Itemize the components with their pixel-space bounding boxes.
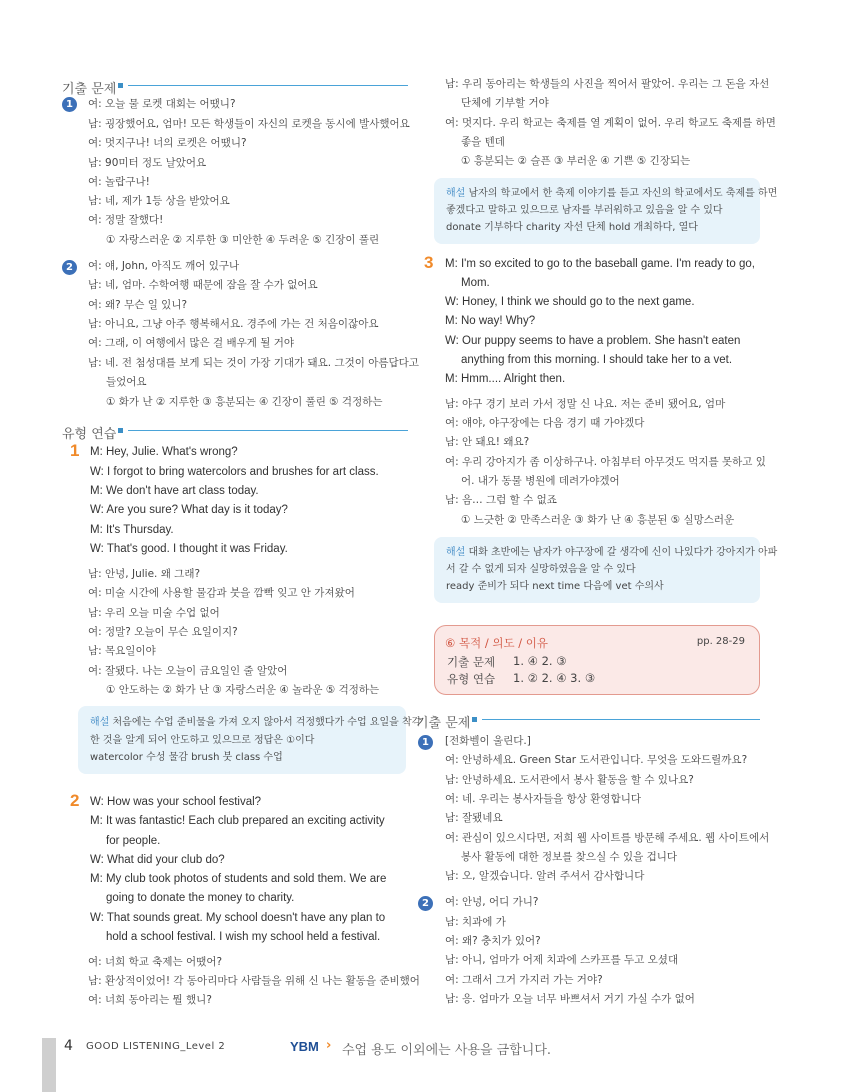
section-title: 유형 연습: [62, 427, 117, 442]
english-line: Mom.: [461, 277, 490, 289]
dialogue-line: 남: 환상적이었어! 각 동아리마다 사람들을 위해 신 나는 활동을 준비했어: [88, 975, 420, 987]
dialogue-line: 어. 내가 동물 병원에 데려가야겠어: [461, 475, 620, 487]
section-title: 기출 문제: [416, 716, 471, 731]
dialogue-line: 여: 잘됐다. 나는 오늘이 금요일인 줄 알았어: [88, 665, 288, 677]
english-line: W: Honey, I think we should go to the next game.: [445, 296, 695, 308]
english-line: W: That's good. I thought it was Friday.: [90, 543, 288, 555]
dialogue-line: 남: 응. 엄마가 오늘 너무 바쁘셔서 거기 가실 수가 없어: [445, 993, 695, 1005]
vocabulary: watercolor 수성 물감 brush 붓 class 수업: [90, 752, 283, 763]
dialogue-line: 좋을 텐데: [461, 136, 505, 148]
dialogue-line: [전화벨이 울린다.]: [445, 735, 531, 747]
dialogue-line: 여: 얘, John, 아직도 깨어 있구나: [88, 260, 240, 272]
dialogue-line: 여: 정말 잘했다!: [88, 214, 164, 226]
english-line: M: We don't have art class today.: [90, 485, 259, 497]
english-line: W: What did your club do?: [90, 854, 225, 866]
summary-heading: ⑥ 목적 / 의도 / 이유: [445, 636, 548, 650]
english-line: M: It's Thursday.: [90, 524, 174, 536]
english-line: M: Hey, Julie. What's wrong?: [90, 446, 238, 458]
answer-choices: ① 자랑스러운 ② 지루한 ③ 미안한 ④ 두려운 ⑤ 긴장이 풀린: [106, 234, 380, 246]
english-line: M: Hmm.... Alright then.: [445, 373, 566, 385]
section-dot-icon: [118, 428, 123, 433]
explanation-tag: 해설: [446, 547, 466, 558]
summary-label: 기출 문제: [447, 655, 496, 669]
english-line: W: I forgot to bring watercolors and brushes for art class.: [90, 466, 379, 478]
practice-number: 3: [424, 253, 434, 272]
explanation-box: [434, 537, 778, 603]
summary-label: 유형 연습: [447, 672, 496, 686]
dialogue-line: 여: 얘야, 야구장에는 다음 경기 때 가야겠다: [445, 417, 645, 429]
dialogue-line: 여: 우리 강아지가 좀 이상하구나. 아침부터 아무것도 먹지를 못하고 있: [445, 456, 766, 468]
dialogue-line: 여: 너희 동아리는 뭘 했니?: [88, 994, 212, 1006]
explanation-line: 한 것을 알게 되어 안도하고 있으므로 정답은 ①이다: [90, 735, 315, 746]
vocabulary: donate 기부하다 charity 자선 단체 hold 개최하다, 열다: [446, 222, 698, 233]
english-line: M: I'm so excited to go to the baseball game. I'm ready to go,: [445, 258, 755, 270]
explanation-line: 해설 처음에는 수업 준비물을 가져 오지 않아서 걱정했다가 수업 요일을 착각: [90, 717, 422, 728]
page-number: 4: [64, 1038, 73, 1054]
dialogue-line: 여: 안녕, 어디 가니?: [445, 896, 539, 908]
section-header-past-exam-2: [416, 712, 760, 731]
explanation-line: 서 갈 수 없게 되자 실망하였음을 알 수 있다: [446, 564, 636, 575]
dialogue-line: 여: 네. 우리는 봉사자들을 항상 환영합니다: [445, 793, 641, 805]
vocabulary: ready 준비가 되다 next time 다음에 vet 수의사: [446, 581, 664, 592]
section-dot-icon: [472, 717, 477, 722]
english-line: anything from this morning. I should take her to a vet.: [461, 354, 733, 366]
section-header-past-exam: [62, 78, 408, 97]
usage-notice: 수업 용도 이외에는 사용을 금합니다.: [342, 1043, 552, 1058]
english-line: W: How was your school festival?: [90, 796, 262, 808]
dialogue-line: 남: 목요일이야: [88, 645, 156, 657]
summary-answers: 1. ④ 2. ③: [513, 654, 567, 668]
book-title: GOOD LISTENING_Level 2: [86, 1041, 226, 1052]
dialogue-line: 남: 아니, 엄마가 어제 치과에 스카프를 두고 오셨대: [445, 954, 679, 966]
english-line: M: My club took photos of students and sold them. We are: [90, 873, 387, 885]
english-line: W: Our puppy seems to have a problem. She hasn't eaten: [445, 335, 741, 347]
dialogue-line: 여: 놀랍구나!: [88, 176, 150, 188]
dialogue-line: 남: 네. 전 첨성대를 보게 되는 것이 가장 기대가 돼요. 그것이 아름답다고: [88, 357, 419, 369]
answer-choices: ① 안도하는 ② 화가 난 ③ 자랑스러운 ④ 놀라운 ⑤ 걱정하는: [106, 684, 380, 696]
dialogue-line: 남: 야구 경기 보러 가서 정말 신 나요. 저는 준비 됐어요, 엄마: [445, 398, 726, 410]
dialogue-line: 남: 잘됐네요: [445, 812, 503, 824]
dialogue-line: 단체에 기부할 거야: [461, 97, 549, 109]
question-number: 2: [418, 896, 433, 911]
dialogue-line: 여: 정말? 오늘이 무슨 요일이지?: [88, 626, 238, 638]
section-rule: [128, 85, 408, 86]
footer-tab-marker: [42, 1038, 56, 1092]
dialogue-line: 들었어요: [106, 376, 147, 388]
dialogue-line: 남: 안녕, Julie. 왜 그래?: [88, 568, 201, 580]
chevron-right-icon: ›: [326, 1038, 332, 1053]
dialogue-line: 여: 안녕하세요. Green Star 도서관입니다. 무엇을 도와드릴까요?: [445, 754, 748, 766]
dialogue-line: 여: 멋지다. 우리 학교는 축제를 열 계획이 없어. 우리 학교도 축제를 하면: [445, 117, 776, 129]
english-line: going to donate the money to charity.: [106, 892, 295, 904]
summary-pages: pp. 28-29: [696, 636, 745, 647]
section-dot-icon: [118, 83, 123, 88]
dialogue-line: 남: 안 돼요! 왜요?: [445, 436, 530, 448]
dialogue-line: 남: 오, 알겠습니다. 알려 주셔서 감사합니다: [445, 870, 645, 882]
dialogue-line: 남: 아니요, 그냥 아주 행복해서요. 경주에 가는 건 처음이잖아요: [88, 318, 379, 330]
explanation-line: 해설 남자의 학교에서 한 축제 이야기를 듣고 자신의 학교에서도 축제를 하면: [446, 188, 778, 199]
section-header-practice: [62, 423, 408, 442]
dialogue-line: 여: 그래서 그거 가지러 가는 거야?: [445, 974, 603, 986]
dialogue-line: 남: 음… 그럼 할 수 없죠: [445, 494, 557, 506]
english-line: M: No way! Why?: [445, 315, 536, 327]
section-rule: [482, 719, 760, 720]
english-line: for people.: [106, 835, 161, 847]
answer-choices: ① 화가 난 ② 지루한 ③ 흥분되는 ④ 긴장이 풀린 ⑤ 걱정하는: [106, 396, 383, 408]
dialogue-line: 여: 오늘 물 로켓 대회는 어땠니?: [88, 98, 236, 110]
answer-choices: ① 느긋한 ② 만족스러운 ③ 화가 난 ④ 흥분된 ⑤ 실망스러운: [461, 514, 735, 526]
english-line: hold a school festival. I wish my school held a festival.: [106, 931, 381, 943]
publisher-logo: YBM: [290, 1039, 319, 1054]
dialogue-line: 남: 우리 동아리는 학생들의 사진을 찍어서 팔았어. 우리는 그 돈을 자선: [445, 78, 770, 90]
dialogue-line: 여: 미술 시간에 사용할 물감과 붓을 깜빡 잊고 안 가져왔어: [88, 587, 355, 599]
dialogue-line: 남: 네, 제가 1등 상을 받았어요: [88, 195, 230, 207]
explanation-tag: 해설: [90, 717, 110, 728]
dialogue-line: 여: 멋지구나! 너의 로켓은 어땠니?: [88, 137, 247, 149]
dialogue-line: 남: 90미터 정도 날았어요: [88, 157, 207, 169]
dialogue-line: 여: 너희 학교 축제는 어땠어?: [88, 956, 223, 968]
answer-summary-box: [434, 625, 760, 695]
dialogue-line: 여: 관심이 있으시다면, 저희 웹 사이트를 방문해 주세요. 웹 사이트에서: [445, 832, 770, 844]
dialogue-line: 남: 치과에 가: [445, 916, 506, 928]
explanation-line: 해설 대화 초반에는 남자가 야구장에 갈 생각에 신이 나있다가 강아지가 아파: [446, 547, 778, 558]
english-line: W: Are you sure? What day is it today?: [90, 504, 288, 516]
english-line: W: That sounds great. My school doesn't have any plan to: [90, 912, 386, 924]
dialogue-line: 남: 안녕하세요. 도서관에서 봉사 활동을 할 수 있나요?: [445, 774, 694, 786]
dialogue-line: 여: 왜? 무슨 일 있니?: [88, 299, 188, 311]
section-title: 기출 문제: [62, 82, 117, 97]
explanation-line: 좋겠다고 말하고 있으므로 남자를 부러워하고 있음을 알 수 있다: [446, 205, 723, 216]
explanation-tag: 해설: [446, 188, 466, 199]
answer-choices: ① 흥분되는 ② 슬픈 ③ 부러운 ④ 기쁜 ⑤ 긴장되는: [461, 155, 691, 167]
dialogue-line: 여: 그래, 이 여행에서 많은 걸 배우게 될 거야: [88, 337, 295, 349]
dialogue-line: 여: 왜? 충치가 있어?: [445, 935, 541, 947]
dialogue-line: 남: 네, 엄마. 수학여행 때문에 잠을 잘 수가 없어요: [88, 279, 318, 291]
section-rule: [128, 430, 408, 431]
dialogue-line: 남: 굉장했어요, 엄마! 모든 학생들이 자신의 로켓을 동시에 발사했어요: [88, 118, 410, 130]
explanation-box: [434, 178, 778, 244]
english-line: M: It was fantastic! Each club prepared an exciting activity: [90, 815, 385, 827]
explanation-box: [78, 706, 422, 774]
practice-number: 1: [70, 441, 80, 460]
question-number: 1: [418, 735, 433, 750]
dialogue-line: 봉사 활동에 대한 정보를 찾으실 수 있을 겁니다: [461, 851, 678, 863]
question-number: 1: [62, 97, 77, 112]
dialogue-line: 남: 우리 오늘 미술 수업 없어: [88, 607, 220, 619]
practice-number: 2: [70, 791, 80, 810]
question-number: 2: [62, 260, 77, 275]
summary-answers: 1. ② 2. ④ 3. ③: [513, 671, 596, 685]
